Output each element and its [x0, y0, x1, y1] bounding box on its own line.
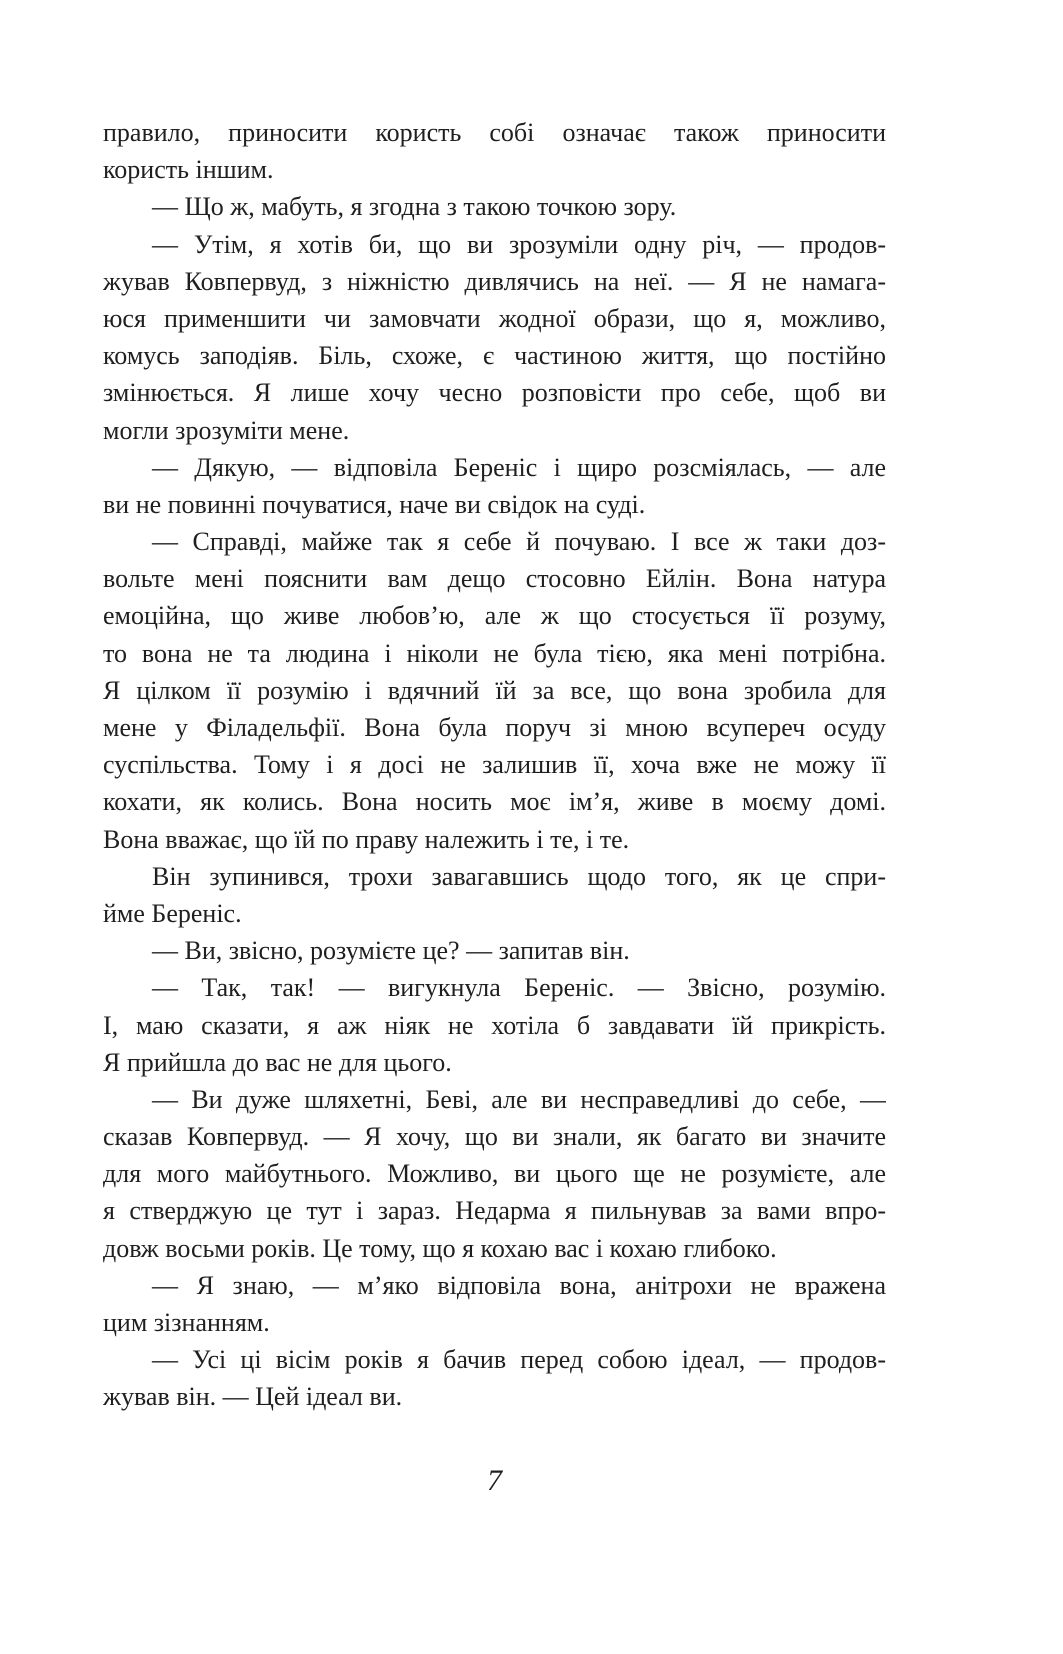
text-line: — Ви дуже шляхетні, Беві, але ви несправедливі до себе, —: [152, 1084, 886, 1114]
text-line: емоційна, що живе любов’ю, але ж що стосується її розуму,: [103, 601, 886, 631]
text-line: Вона вважає, що їй по праву належить і те, і те.: [103, 824, 630, 854]
text-line: користь іншим.: [103, 155, 274, 185]
paragraph: [103, 114, 886, 188]
text-line: я стверджую це тут і зараз. Недарма я пильнував за вами впро-: [103, 1196, 886, 1226]
text-line: — Утім, я хотів би, що ви зрозуміли одну річ, — продов-: [152, 229, 886, 259]
text-line: — Усі ці вісім років я бачив перед собою ідеал, — продов-: [152, 1345, 886, 1375]
text-line: правило, приносити користь собі означає також приносити: [103, 118, 886, 147]
text-line: Він зупинився, трохи завагавшись щодо того, як це спри-: [152, 861, 886, 891]
paragraph: [103, 1267, 886, 1341]
paragraph: [103, 932, 886, 969]
text-line: ви не повинні почуватися, наче ви свідок на суді.: [103, 489, 646, 519]
text-line: цим зізнанням.: [103, 1308, 270, 1337]
paragraph: [103, 858, 886, 932]
paragraph: [103, 188, 886, 225]
text-line: для мого майбутнього. Можливо, ви цього ще не розумієте, але: [103, 1159, 886, 1189]
text-line: — Справді, майже так я себе й почуваю. І все ж таки доз-: [152, 527, 886, 557]
text-line: — Що ж, мабуть, я згодна з такою точкою зору.: [152, 192, 677, 222]
text-line: Я прийшла до вас не для цього.: [103, 1047, 452, 1077]
text-line: довж восьми років. Це тому, що я кохаю вас і кохаю глибоко.: [103, 1233, 777, 1263]
text-line: йме Береніс.: [103, 898, 242, 928]
text-line: кохати, як колись. Вона носить моє ім’я, живе в моєму домі.: [103, 787, 886, 817]
text-line: — Так, так! — вигукнула Береніс. — Звісно, розумію.: [152, 973, 886, 1003]
paragraph: [103, 969, 886, 1081]
paragraph: [103, 1081, 886, 1267]
text-line: комусь заподіяв. Біль, схоже, є частиною життя, що постійно: [103, 341, 886, 371]
page-text: [103, 114, 886, 1416]
paragraph: [103, 1341, 886, 1415]
text-line: жував Ковпервуд, з ніжністю дивлячись на неї. — Я не намага-: [103, 266, 886, 296]
text-line: жував він. — Цей ідеал ви.: [103, 1382, 403, 1412]
paragraph: [103, 523, 886, 858]
text-line: — Ви, звісно, розумієте це? — запитав він.: [152, 936, 630, 966]
text-line: І, маю сказати, я аж ніяк не хотіла б завдавати їй прикрість.: [103, 1010, 886, 1040]
text-line: мене у Філадельфії. Вона була поруч зі мною всупереч осуду: [103, 713, 886, 742]
text-line: — Дякую, — відповіла Береніс і щиро розсміялась, — але: [152, 452, 886, 482]
text-line: то вона не та людина і ніколи не була тією, яка мені потрібна.: [103, 638, 886, 668]
page-number: 7: [487, 1464, 502, 1497]
text-line: могли зрозуміти мене.: [103, 415, 350, 445]
text-line: змінюється. Я лише хочу чесно розповісти про себе, щоб ви: [103, 378, 886, 408]
text-line: сказав Ковпервуд. — Я хочу, що ви знали, як багато ви значите: [103, 1122, 886, 1152]
text-line: вольте мені пояснити вам дещо стосовно Ейлін. Вона натура: [103, 564, 886, 594]
paragraph: [103, 226, 886, 449]
text-line: юся применшити чи замовчати жодної образи, що я, можливо,: [103, 303, 886, 333]
paragraph: [103, 449, 886, 523]
text-line: суспільства. Тому і я досі не залишив її, хоча вже не можу її: [103, 750, 886, 780]
text-line: Я цілком її розумію і вдячний їй за все, що вона зробила для: [103, 675, 886, 705]
text-line: — Я знаю, — м’яко відповіла вона, анітрохи не вражена: [152, 1270, 886, 1300]
